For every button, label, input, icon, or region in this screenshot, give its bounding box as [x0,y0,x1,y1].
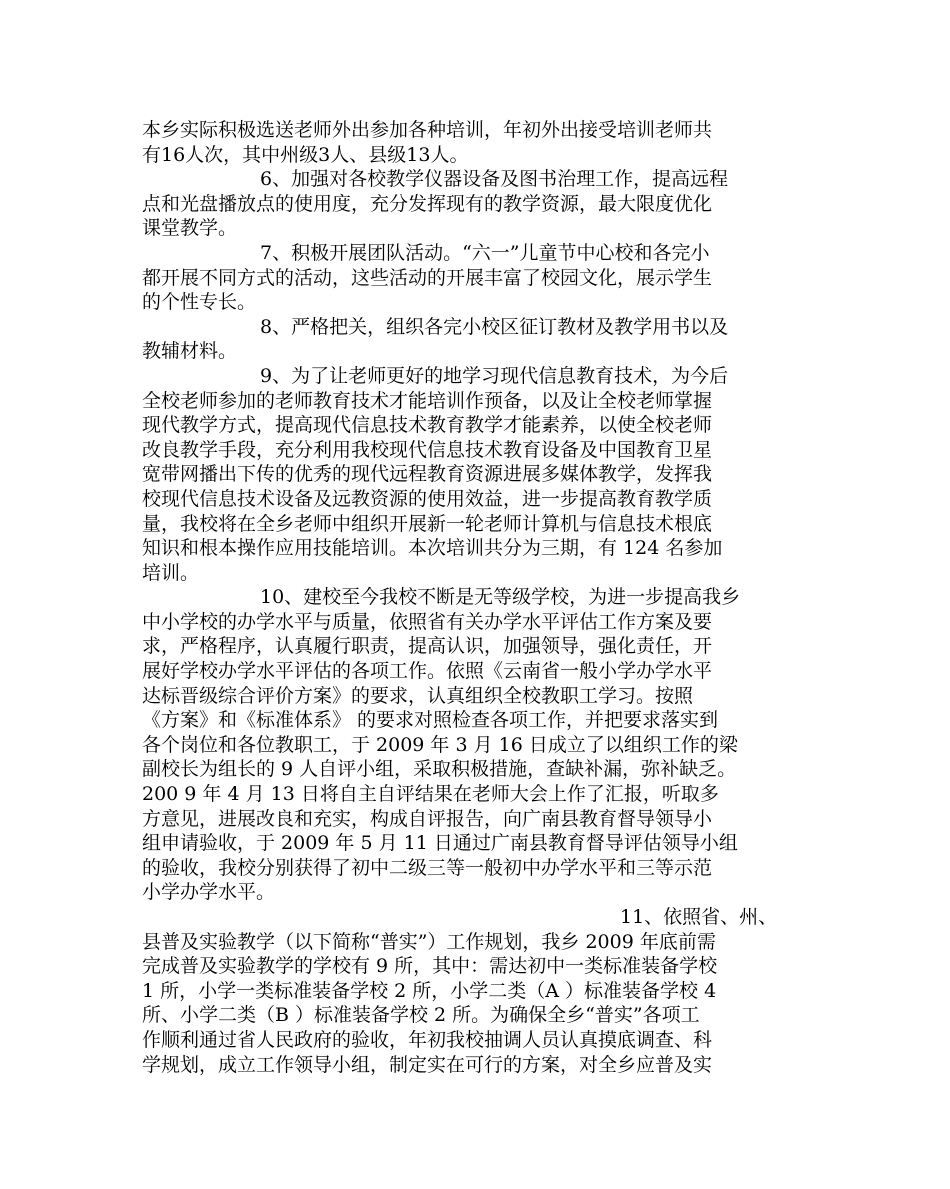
text-line: 校现代信息技术设备及远教资源的使用效益，进一步提高教育教学质 [142,487,713,510]
text-line: 7、积极开展团队活动。“六一”儿童节中心校和各完小 [260,241,710,264]
text-line: 的个性专长。 [142,291,257,314]
text-line: 副校长为组长的 9 人自评小组，采取积极措施，查缺补漏，弥补缺乏。 [142,758,737,781]
text-line: 宽带网播出下传的优秀的现代远程教育资源进展多媒体教学，发挥我 [142,463,713,486]
text-line: 本乡实际积极选送老师外出参加各种培训，年初外出接受培训老师共 [142,119,713,141]
text-line: 11、依照省、州、 [620,906,778,928]
text-line: 达标晋级综合评价方案》的要求，认真组织全校教职工学习。按照 [142,684,694,707]
text-line: 200 9 年 4 月 13 日将自主自评结果在老师大会上作了汇报，听取多 [142,783,719,806]
text-line: 求，严格程序，认真履行职责，提高认识，加强领导，强化责任，开 [142,635,713,658]
text-line: 方意见，进展改良和充实，构成自评报告，向广南县教育督导领导小 [142,807,713,830]
text-line: 知识和根本操作应用技能培训。本次培训共分为三期，有 124 名参加 [142,537,723,560]
document-body [142,118,812,1077]
text-line: 展好学校办学水平评估的各项工作。依照《云南省一般小学办学水平 [142,660,713,683]
text-line: 的验收，我校分别获得了初中二级三等一般初中办学水平和三等示范 [142,856,713,879]
text-line: 所、小学二类（B ）标准装备学校 2 所。为确保全乡“普实”各项工 [142,1004,700,1027]
text-line: 学规划，成立工作领导小组，制定实在可行的方案，对全乡应普及实 [142,1053,713,1076]
text-line: 9、为了让老师更好的地学习现代信息教育技术，为今后 [260,364,729,387]
text-line: 改良教学手段，充分利用我校现代信息技术教育设备及中国教育卫星 [142,438,713,461]
text-line: 有16人次，其中州级3人、县级13人。 [142,143,469,166]
text-line: 完成普及实验教学的学校有 9 所，其中：需达初中一类标准装备学校 [142,955,718,978]
text-line: 教辅材料。 [142,340,238,363]
text-line: 都开展不同方式的活动，这些活动的开展丰富了校园文化，展示学生 [142,266,713,289]
text-line: 点和光盘播放点的使用度，充分发挥现有的教学资源，最大限度优化 [142,192,713,215]
text-line: 现代教学方式，提高现代信息技术教育教学才能素养，以使全校老师 [142,414,713,437]
text-line: 组申请验收，于 2009 年 5 月 11 日通过广南县教育督导评估领导小组 [142,832,738,855]
text-line: 县普及实验教学（以下简称“普实”）工作规划，我乡 2009 年底前需 [142,930,716,953]
text-line: 培训。 [142,561,200,584]
text-line: 量，我校将在全乡老师中组织开展新一轮老师计算机与信息技术根底 [142,512,713,535]
text-line: 全校老师参加的老师教育技术才能培训作预备，以及让全校老师掌握 [142,389,713,412]
text-line: 小学办学水平。 [142,881,276,904]
text-line: 各个岗位和各位教职工，于 2009 年 3 月 16 日成立了以组织工作的梁 [142,733,738,756]
text-line: 10、建校至今我校不断是无等级学校，为进一步提高我乡 [260,586,741,609]
text-line: 中小学校的办学水平与质量，依照省有关办学水平评估工作方案及要 [142,610,713,633]
text-line: 课堂教学。 [142,217,238,240]
text-line: 作顺利通过省人民政府的验收，年初我校抽调人员认真摸底调查、科 [142,1028,713,1051]
text-line: 6、加强对各校教学仪器设备及图书治理工作，提高远程 [260,168,729,191]
text-line: 1 所，小学一类标准装备学校 2 所，小学二类（A ）标准装备学校 4 [142,979,717,1002]
text-line: 《方案》和《标准体系》 的要求对照检查各项工作，并把要求落实到 [142,709,719,732]
text-line: 8、严格把关，组织各完小校区征订教材及教学用书以及 [260,315,729,338]
